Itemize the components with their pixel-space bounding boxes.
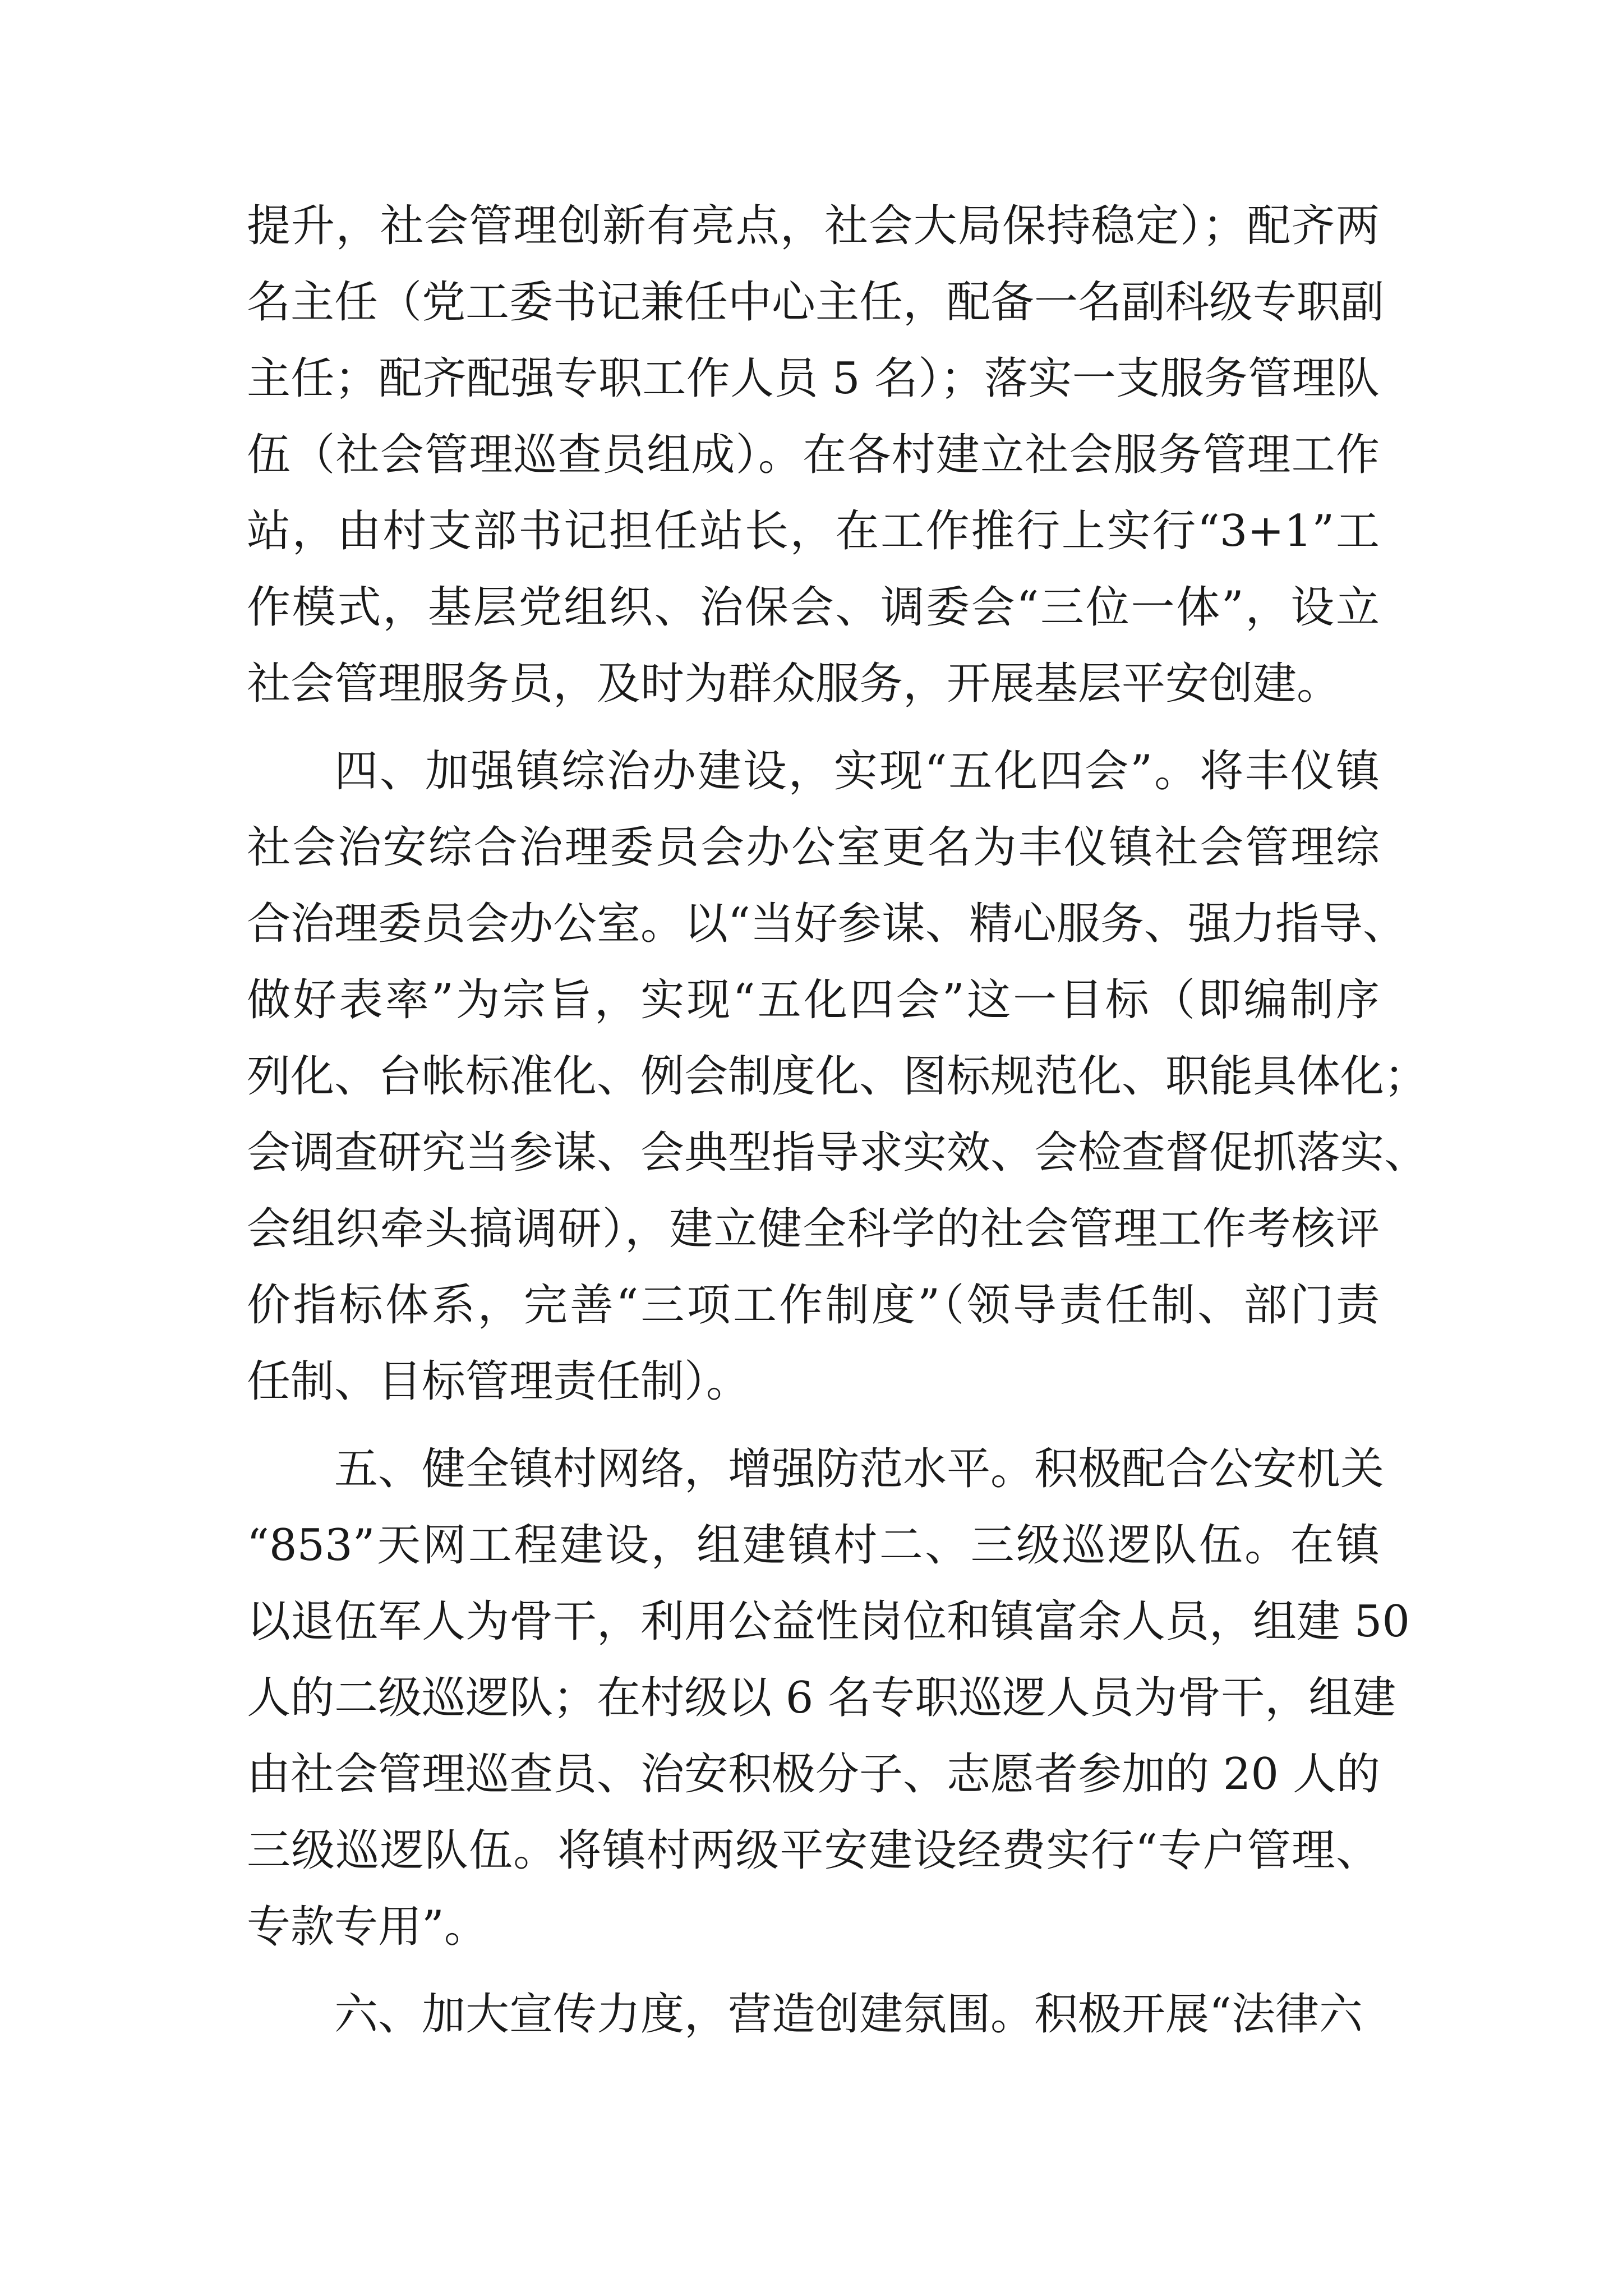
text-line: 做好表率”为宗旨，实现“五化四会”这一目标（即编制序 xyxy=(247,975,1380,1025)
paragraph-spacing xyxy=(247,1420,1380,1431)
text-line: 站，由村支部书记担任站长，在工作推行上实行“3+1”工 xyxy=(247,506,1380,556)
text-line: 列化、台帐标准化、例会制度化、图标规范化、职能具体化； xyxy=(247,1051,1428,1102)
text-line: 以退伍军人为骨干，利用公益性岗位和镇富余人员，组建 50 xyxy=(247,1596,1410,1647)
body-text xyxy=(247,188,1428,2053)
text-line: 提升，社会管理创新有亮点，社会大局保持稳定）；配齐两 xyxy=(247,201,1380,251)
text-line: 伍（社会管理巡查员组成）。在各村建立社会服务管理工作 xyxy=(247,430,1380,480)
text-line: 主任；配齐配强专职工作人员 5 名）；落实一支服务管理队 xyxy=(247,353,1380,404)
text-line: 专款专用”。 xyxy=(247,1902,488,1952)
text-line: 三级巡逻队伍。将镇村两级平安建设经费实行“专户管理、 xyxy=(247,1825,1380,1876)
text-line: 会调查研究当参谋、会典型指导求实效、会检查督促抓落实、 xyxy=(247,1128,1428,1178)
paragraph xyxy=(247,733,1428,1420)
text-line: 人的二级巡逻队；在村级以 6 名专职巡逻人员为骨干，组建 xyxy=(247,1673,1396,1723)
text-line: 任制、目标管理责任制）。 xyxy=(247,1356,750,1407)
text-line: 作模式，基层党组织、治保会、调委会“三位一体”，设立 xyxy=(247,582,1380,633)
text-line: 社会管理服务员，及时为群众服务，开展基层平安创建。 xyxy=(247,659,1341,709)
text-line: 五、健全镇村网络，增强防范水平。积极配合公安机关 xyxy=(334,1444,1385,1494)
text-line: 六、加大宣传力度，营造创建氛围。积极开展“法律六 xyxy=(334,1989,1363,2040)
text-line: 合治理委员会办公室。以“当好参谋、精心服务、强力指导、 xyxy=(247,899,1407,949)
text-line: “853”天网工程建设，组建镇村二、三级巡逻队伍。在镇 xyxy=(247,1520,1380,1571)
paragraph-spacing xyxy=(247,1965,1380,1976)
text-line: 会组织牵头搞调研），建立健全科学的社会管理工作考核评 xyxy=(247,1204,1380,1254)
text-line: 由社会管理巡查员、治安积极分子、志愿者参加的 20 人的 xyxy=(247,1749,1380,1800)
paragraph xyxy=(247,1976,1380,2053)
text-line: 四、加强镇综治办建设，实现“五化四会”。将丰仪镇 xyxy=(334,746,1380,797)
paragraph-spacing xyxy=(247,722,1380,733)
text-line: 名主任（党工委书记兼任中心主任，配备一名副科级专职副 xyxy=(247,277,1385,328)
paragraph xyxy=(247,1431,1410,1965)
text-line: 社会治安综合治理委员会办公室更名为丰仪镇社会管理综 xyxy=(247,822,1380,873)
text-line: 价指标体系，完善“三项工作制度”（领导责任制、部门责 xyxy=(247,1280,1380,1331)
paragraph xyxy=(247,188,1385,722)
